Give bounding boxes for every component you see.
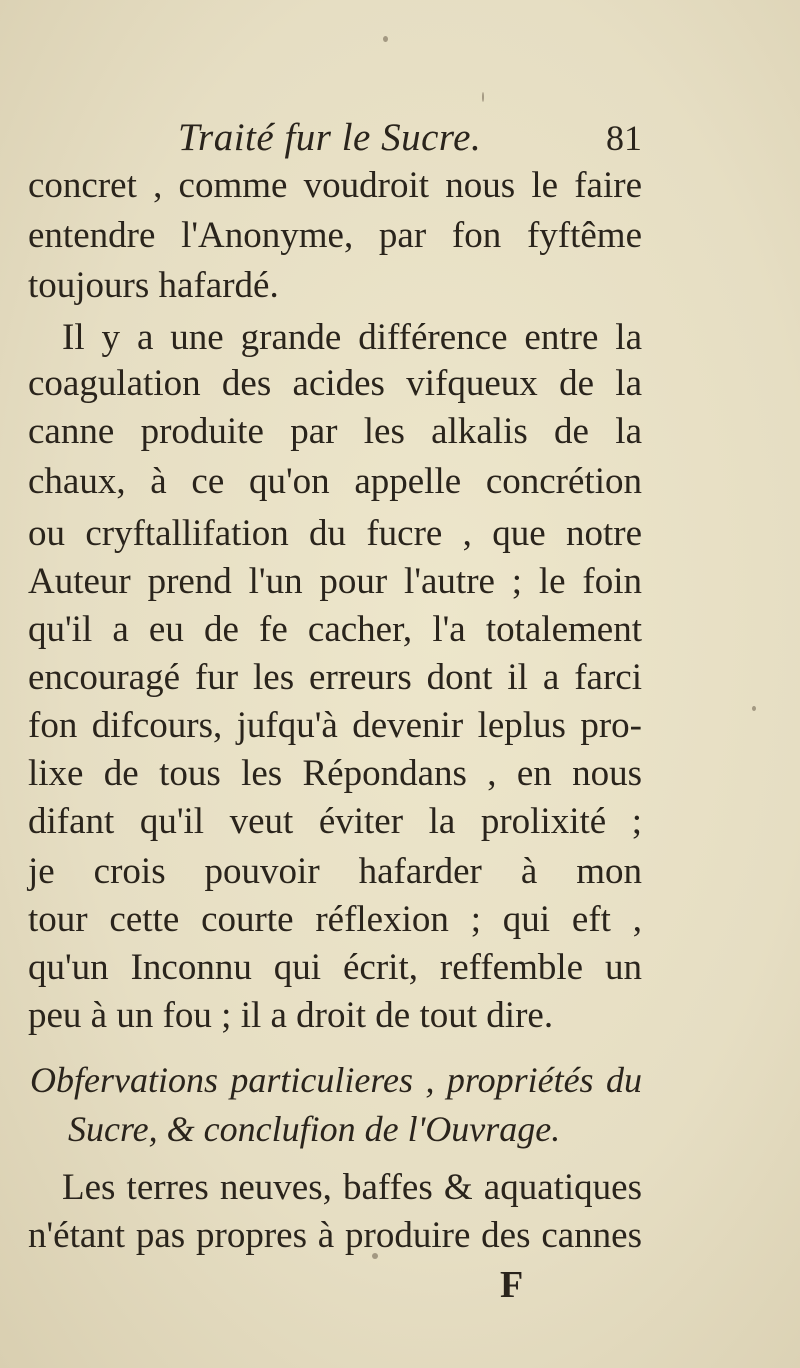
signature-mark: F [500, 1264, 524, 1306]
text-line: lixe de tous les Répondans , en nous [28, 753, 642, 794]
text-line: toujours hafardé. [28, 265, 279, 306]
text-line: chaux, à ce qu'on appelle concrétion [28, 461, 642, 502]
paper-speck [752, 706, 756, 711]
running-header [0, 110, 800, 166]
text-line: encouragé fur les erreurs dont il a farci [28, 657, 642, 698]
paper-speck [383, 36, 388, 42]
text-line: concret , comme voudroit nous le faire [28, 165, 642, 206]
text-line: je crois pouvoir hafarder à mon [28, 851, 642, 892]
text-line: Il y a une grande différence entre la [62, 317, 642, 358]
text-line: tour cette courte réflexion ; qui eft , [28, 899, 642, 940]
text-line: Auteur prend l'un pour l'autre ; le foin [28, 561, 642, 602]
text-line: peu à un fou ; il a droit de tout dire. [28, 995, 554, 1036]
text-line: n'étant pas propres à produire des cannes [28, 1215, 642, 1256]
text-line: qu'il a eu de fe cacher, l'a totalement [28, 609, 642, 650]
text-line: fon difcours, jufqu'à devenir leplus pro- [28, 705, 642, 746]
text-line: entendre l'Anonyme, par fon fyftême [28, 215, 642, 256]
text-line: qu'un Inconnu qui écrit, reffemble un [28, 947, 642, 988]
section-heading-line: Obfervations particulieres , propriétés du [30, 1060, 642, 1100]
section-heading-line: Sucre, & conclufion de l'Ouvrage. [68, 1109, 561, 1149]
text-line: difant qu'il veut éviter la prolixité ; [28, 801, 642, 842]
running-title: Traité fur le Sucre. [178, 116, 482, 159]
text-line: Les terres neuves, baffes & aquatiques [62, 1167, 642, 1208]
paper-speck [482, 92, 484, 102]
text-line: ou cryftallifation du fucre , que notre [28, 513, 642, 554]
page-number: 81 [606, 118, 642, 158]
text-line: canne produite par les alkalis de la [28, 411, 642, 452]
text-line: coagulation des acides vifqueux de la [28, 363, 642, 404]
